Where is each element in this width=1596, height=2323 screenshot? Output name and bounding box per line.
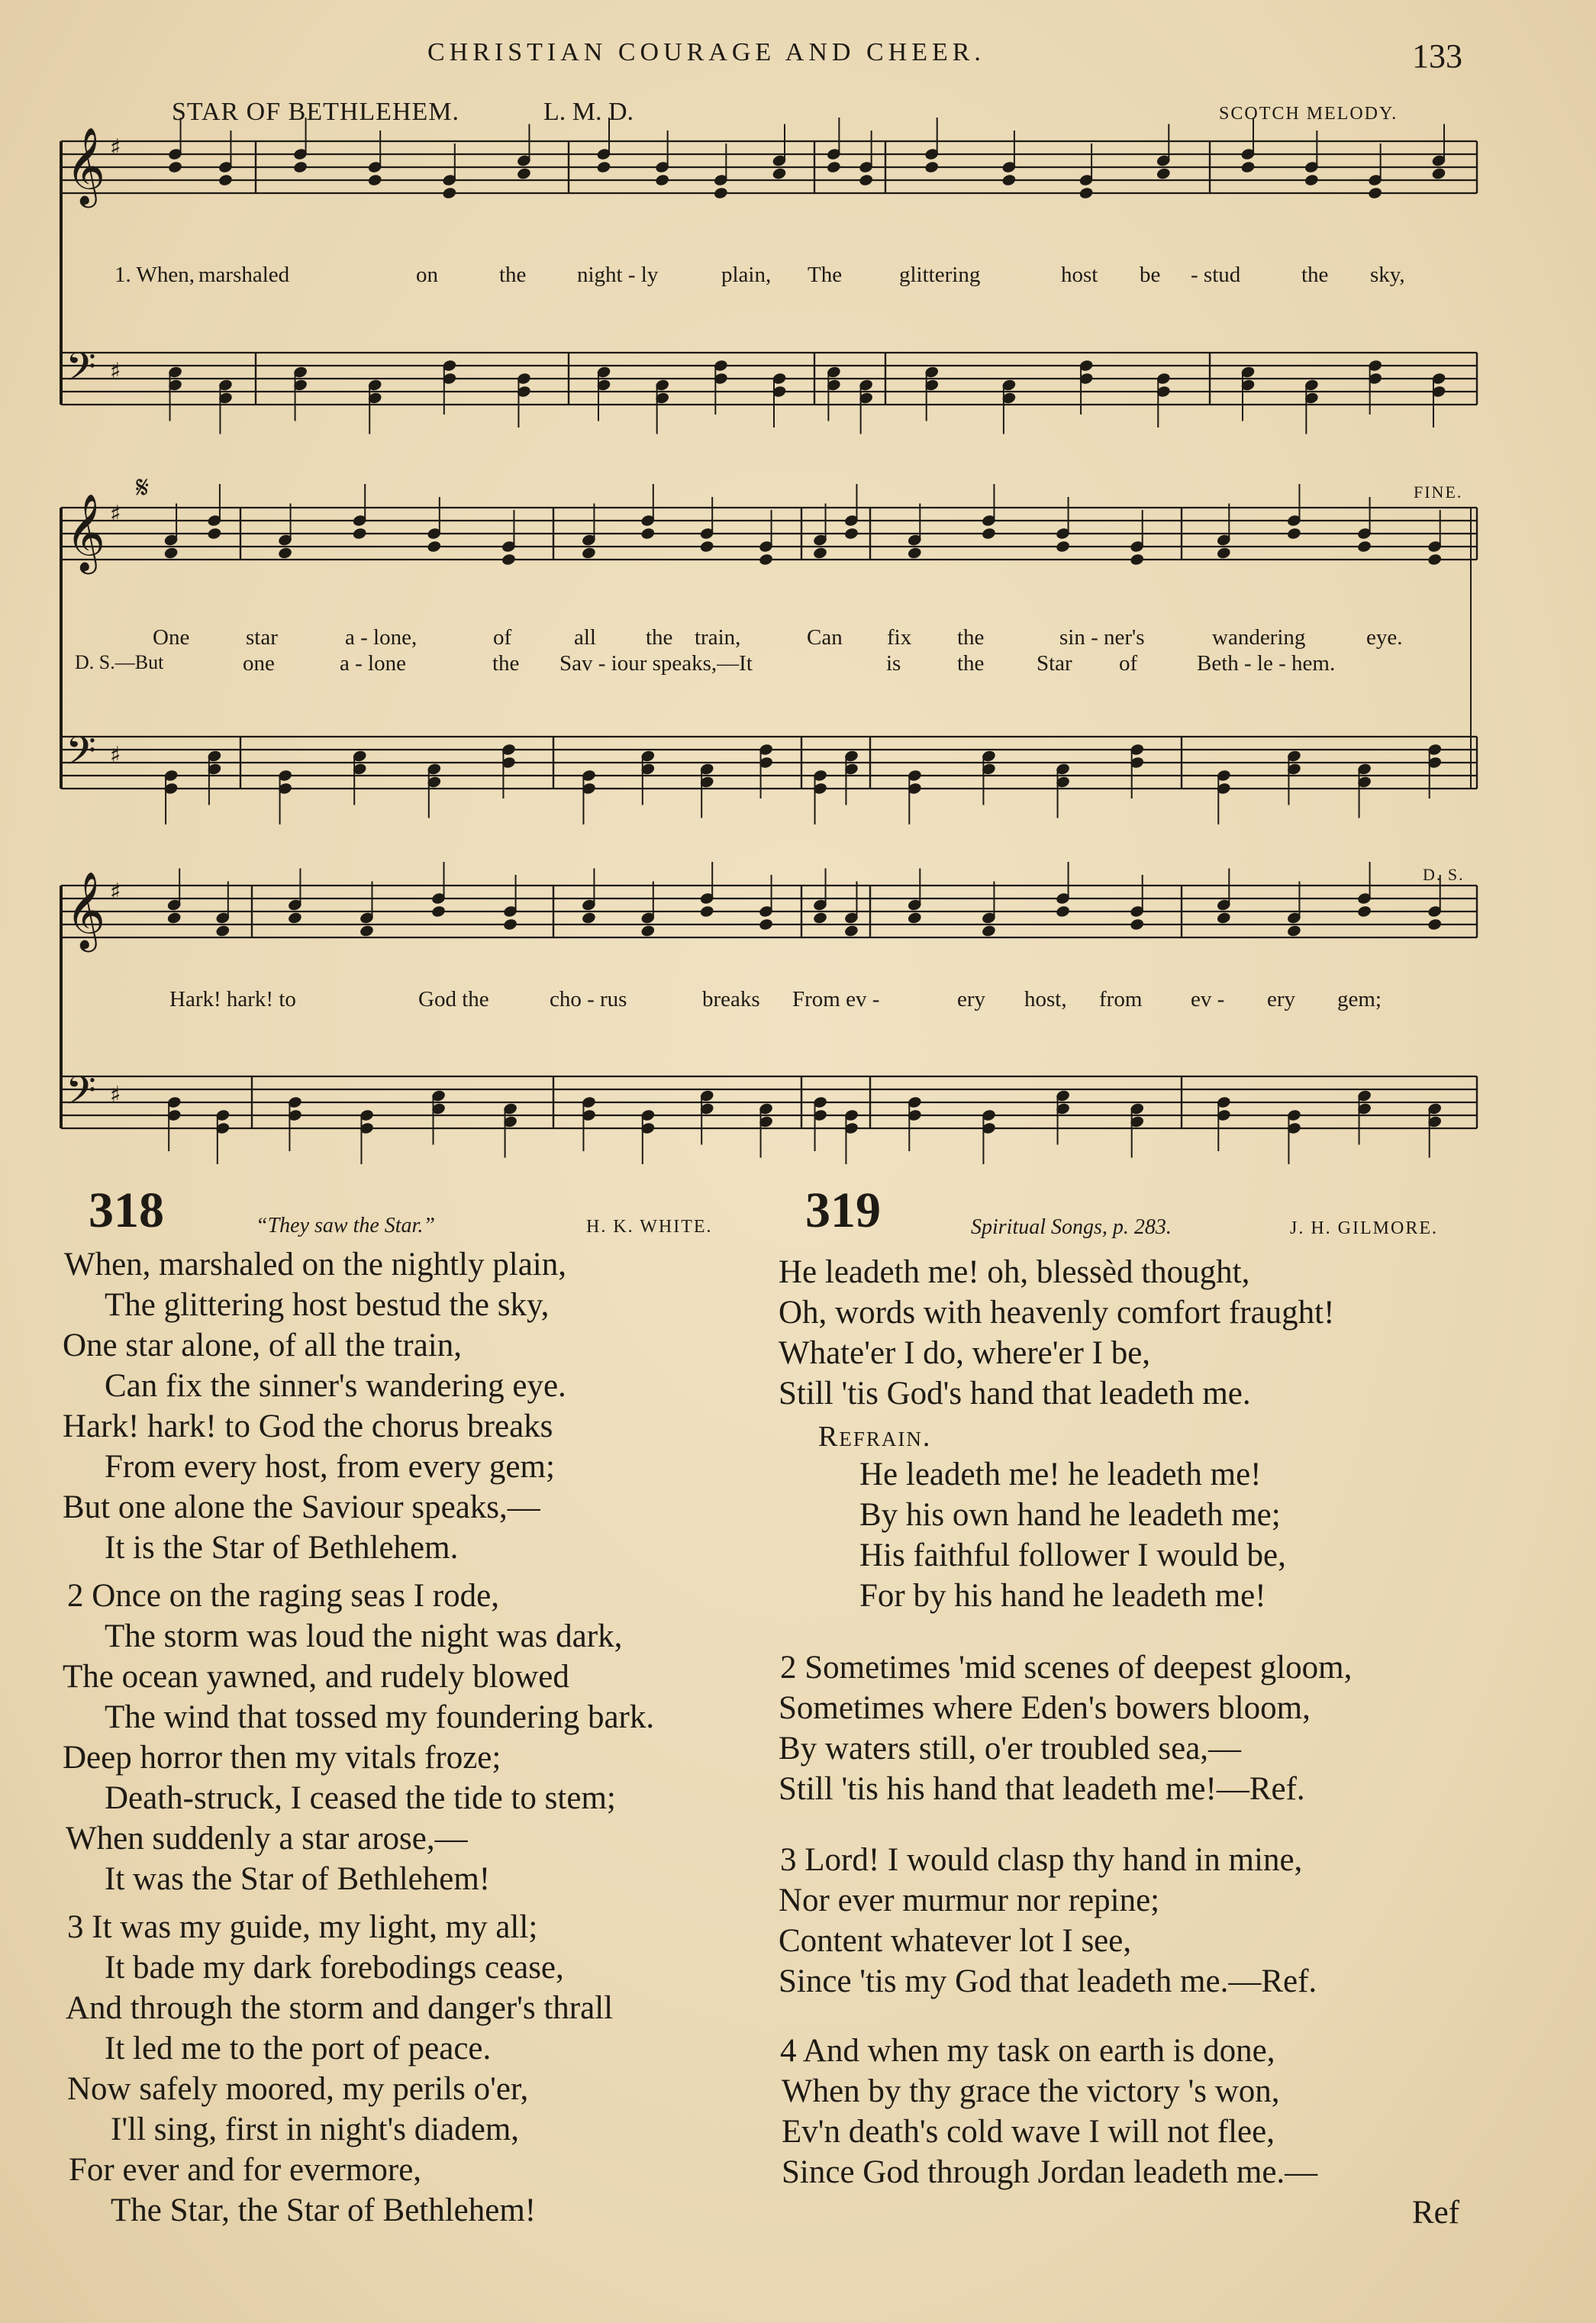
lyric-syllable: ery	[1267, 987, 1296, 1011]
note-head	[640, 528, 655, 540]
lyric-syllable: wandering	[1212, 625, 1306, 650]
note-head	[501, 553, 516, 566]
hymn-line: Content whatever lot I see,	[779, 1923, 1132, 1959]
note-head	[582, 911, 596, 924]
lyric-syllable: 1. When,	[114, 263, 195, 287]
lyric-syllable: breaks	[702, 987, 760, 1011]
lyric-syllable: one	[243, 651, 275, 676]
hymn-line: Whate'er I do, where'er I be,	[779, 1335, 1151, 1371]
sharp-icon: ♯	[110, 1082, 121, 1108]
hymn-line: When by thy grace the victory 's won,	[782, 2073, 1280, 2109]
lyric-syllable: sky,	[1370, 263, 1405, 287]
lyric-syllable: the	[492, 651, 520, 676]
note-head	[1427, 553, 1442, 566]
hymn-line: By waters still, o'er troubled sea,—	[779, 1731, 1242, 1766]
lyric-syllable: Beth - le - hem.	[1197, 651, 1336, 676]
hymn-line: Can fix the sinner's wandering eye.	[105, 1368, 566, 1404]
bass-clef-icon: 𝄢	[66, 344, 96, 399]
hymn-line: Death-struck, I ceased the tide to stem;	[105, 1780, 616, 1816]
lyric-syllable: eye.	[1366, 625, 1403, 650]
hymn-line: By his own hand he leadeth me;	[859, 1497, 1281, 1533]
hymn-line: 2 Sometimes 'mid scenes of deepest gloom,	[780, 1650, 1353, 1686]
hymn-line: Deep horror then my vitals froze;	[63, 1740, 501, 1776]
hymn-line: But one alone the Saviour speaks,—	[63, 1489, 540, 1525]
segno-icon: 𝄋	[136, 470, 150, 505]
refrain-label: Refrain.	[818, 1421, 932, 1453]
note-head	[596, 161, 611, 174]
note-head	[813, 547, 827, 560]
note-head	[982, 528, 996, 540]
hymn-line: The storm was loud the night was dark,	[105, 1618, 623, 1654]
hymn-line: For by his hand he leadeth me!	[859, 1578, 1266, 1614]
note-head	[215, 924, 230, 937]
note-head	[700, 540, 714, 553]
note-head	[844, 528, 859, 540]
note-head	[859, 174, 873, 187]
lyric-syllable: God the	[418, 987, 489, 1011]
lyric-syllable: on	[416, 263, 438, 287]
bass-clef-icon: 𝄢	[66, 1067, 96, 1123]
lyric-syllable: Hark! hark! to	[169, 987, 296, 1011]
note-head	[360, 924, 374, 937]
note-head	[1156, 167, 1171, 180]
note-head	[218, 174, 233, 187]
lyric-syllable: glittering	[899, 263, 981, 287]
note-head	[168, 161, 182, 174]
note-head	[772, 167, 786, 180]
note-head	[982, 924, 996, 937]
note-head	[1217, 911, 1231, 924]
note-head	[288, 911, 302, 924]
hymn-line: One star alone, of all the train,	[63, 1328, 462, 1363]
note-head	[1431, 167, 1446, 180]
lyric-syllable: the	[1301, 263, 1329, 287]
note-head	[427, 540, 441, 553]
note-head	[1056, 540, 1070, 553]
note-head	[827, 161, 841, 174]
hymn-number: 319	[805, 1182, 881, 1238]
hymn-line: It is the Star of Bethlehem.	[105, 1530, 459, 1566]
note-head	[1287, 924, 1301, 937]
note-head	[1130, 918, 1144, 931]
note-head	[924, 161, 939, 174]
note-head	[1368, 187, 1382, 200]
hymn-source: Spiritual Songs, p. 283.	[971, 1215, 1172, 1239]
note-head	[1079, 187, 1094, 200]
hymn-line: Now safely moored, my perils o'er,	[67, 2071, 529, 2107]
note-head	[582, 547, 596, 560]
note-head	[503, 918, 517, 931]
lyric-syllable: the	[957, 651, 985, 676]
running-head: CHRISTIAN COURAGE AND CHEER.	[427, 38, 985, 66]
lyric-syllable: One	[153, 625, 190, 650]
lyric-syllable: the	[499, 263, 527, 287]
hymn-line: It was the Star of Bethlehem!	[105, 1861, 491, 1897]
hymn-line: I'll sing, first in night's diadem,	[111, 2112, 520, 2147]
note-head	[1304, 174, 1319, 187]
lyric-syllable: is	[886, 651, 901, 676]
lyric-syllable: night - ly	[577, 263, 659, 287]
note-head	[167, 911, 182, 924]
hymn-number: 318	[89, 1182, 164, 1238]
lyric-syllable: host	[1061, 263, 1098, 287]
lyric-syllable: Can	[807, 625, 843, 650]
sharp-icon: ♯	[110, 501, 121, 528]
note-head	[655, 174, 669, 187]
hymn-line: It led me to the port of peace.	[105, 2031, 492, 2067]
note-head	[368, 174, 382, 187]
treble-clef-icon: 𝄞	[66, 492, 106, 571]
hymn-line: Oh, words with heavenly comfort fraught!	[779, 1295, 1335, 1331]
hymn-line: The Star, the Star of Bethlehem!	[111, 2192, 537, 2228]
note-head	[1001, 174, 1016, 187]
hymn-title: “They saw the Star.”	[256, 1214, 435, 1237]
lyric-syllable: a - lone	[340, 651, 406, 676]
lyric-syllable: from	[1099, 987, 1143, 1011]
hymn-line: Still 'tis God's hand that leadeth me.	[779, 1376, 1251, 1412]
note-head	[813, 911, 827, 924]
lyric-syllable: ev -	[1191, 987, 1225, 1011]
note-head	[1427, 918, 1442, 931]
note-head	[1130, 553, 1144, 566]
note-head	[908, 911, 922, 924]
note-head	[1357, 540, 1372, 553]
lyric-syllable: of	[493, 625, 512, 650]
hymn-line: And through the storm and danger's thrall	[66, 1990, 614, 2026]
hymn-line: Since God through Jordan leadeth me.—	[782, 2154, 1318, 2190]
hymn-line: When suddenly a star arose,—	[66, 1821, 468, 1857]
hymn-line: Sometimes where Eden's bowers bloom,	[779, 1690, 1311, 1726]
lyric-syllable: gem;	[1337, 987, 1382, 1011]
lyric-syllable: a - lone,	[345, 625, 418, 650]
note-head	[759, 553, 773, 566]
note-head	[1217, 547, 1231, 560]
hymn-line: It bade my dark forebodings cease,	[105, 1950, 564, 1986]
hymn-author: H. K. WHITE.	[586, 1217, 713, 1237]
lyric-syllable: fix	[887, 625, 912, 650]
lyric-syllable: From ev -	[792, 987, 880, 1011]
hymn-line: He leadeth me! he leadeth me!	[859, 1457, 1262, 1492]
hymn-line: Nor ever murmur nor repine;	[779, 1883, 1160, 1918]
lyric-syllable: - stud	[1191, 263, 1241, 287]
hymn-line: The ocean yawned, and rudely blowed	[63, 1659, 569, 1695]
note-head	[908, 547, 922, 560]
lyric-syllable: ery	[957, 987, 986, 1011]
fine-marker: FINE.	[1414, 482, 1463, 502]
note-head	[278, 547, 292, 560]
lyric-syllable: host,	[1024, 987, 1067, 1011]
hymn-line: 4 And when my task on earth is done,	[780, 2033, 1275, 2069]
sharp-icon: ♯	[110, 134, 121, 161]
note-head	[164, 547, 179, 560]
note-head	[1287, 528, 1301, 540]
note-head	[640, 924, 655, 937]
lyric-syllable: be	[1140, 263, 1161, 287]
note-head	[1056, 905, 1070, 918]
lyric-syllable: star	[246, 625, 278, 650]
lyric-syllable: the	[646, 625, 673, 650]
hymn-author: J. H. GILMORE.	[1290, 1218, 1438, 1238]
note-head	[844, 924, 859, 937]
tune-meter: L. M. D.	[543, 98, 634, 126]
page-number: 133	[1412, 37, 1462, 75]
ds-marker: D. S.	[1423, 865, 1465, 884]
lyric-syllable: train,	[695, 625, 741, 650]
tune-source: SCOTCH MELODY.	[1219, 104, 1398, 124]
note-head	[714, 187, 728, 200]
hymn-line: He leadeth me! oh, blessèd thought,	[779, 1254, 1250, 1290]
note-head	[207, 528, 221, 540]
hymn-line: Ref	[1412, 2195, 1460, 2231]
lyric-syllable: Sav - iour speaks,—It	[559, 651, 753, 676]
lyric-syllable: The	[808, 263, 843, 287]
lyric-syllable: marshaled	[198, 263, 290, 287]
tune-name: STAR OF BETHLEHEM.	[172, 98, 460, 126]
hymn-line: The glittering host bestud the sky,	[105, 1287, 550, 1323]
hymn-line: 3 Lord! I would clasp thy hand in mine,	[780, 1842, 1303, 1878]
lyric-syllable: plain,	[721, 263, 772, 287]
hymn-line: When, marshaled on the nightly plain,	[64, 1247, 566, 1282]
note-head	[1240, 161, 1255, 174]
ds-label: D. S.—But	[75, 651, 164, 673]
sharp-icon: ♯	[110, 742, 121, 769]
lyric-syllable: Star	[1037, 651, 1072, 676]
hymn-line: The wind that tossed my foundering bark.	[105, 1699, 655, 1735]
note-head	[1357, 905, 1372, 918]
sharp-icon: ♯	[110, 358, 121, 385]
note-head	[517, 167, 531, 180]
hymn-line: 3 It was my guide, my light, my all;	[67, 1909, 538, 1945]
hymn-line: For ever and for evermore,	[69, 2152, 422, 2188]
note-head	[442, 187, 456, 200]
lyric-syllable: the	[957, 625, 985, 650]
hymn-line: His faithful follower I would be,	[859, 1537, 1286, 1573]
lyric-syllable: sin - ner's	[1059, 625, 1145, 650]
note-head	[431, 905, 446, 918]
hymn-line: Since 'tis my God that leadeth me.—Ref.	[779, 1963, 1317, 1999]
hymn-line: 2 Once on the raging seas I rode,	[67, 1578, 499, 1614]
note-head	[353, 528, 367, 540]
hymn-line: Still 'tis his hand that leadeth me!—Ref.	[779, 1771, 1305, 1807]
note-head	[700, 905, 714, 918]
treble-clef-icon: 𝄞	[66, 870, 106, 949]
treble-clef-icon: 𝄞	[66, 126, 106, 205]
lyric-syllable: of	[1119, 651, 1138, 676]
hymn-line: Ev'n death's cold wave I will not flee,	[782, 2114, 1275, 2150]
note-head	[759, 918, 773, 931]
hymn-line: From every host, from every gem;	[105, 1449, 555, 1485]
note-head	[293, 161, 308, 174]
lyric-syllable: all	[574, 625, 596, 650]
bass-clef-icon: 𝄢	[66, 728, 96, 783]
lyric-syllable: cho - rus	[550, 987, 627, 1011]
sharp-icon: ♯	[110, 879, 121, 905]
hymn-line: Hark! hark! to God the chorus breaks	[63, 1408, 553, 1444]
